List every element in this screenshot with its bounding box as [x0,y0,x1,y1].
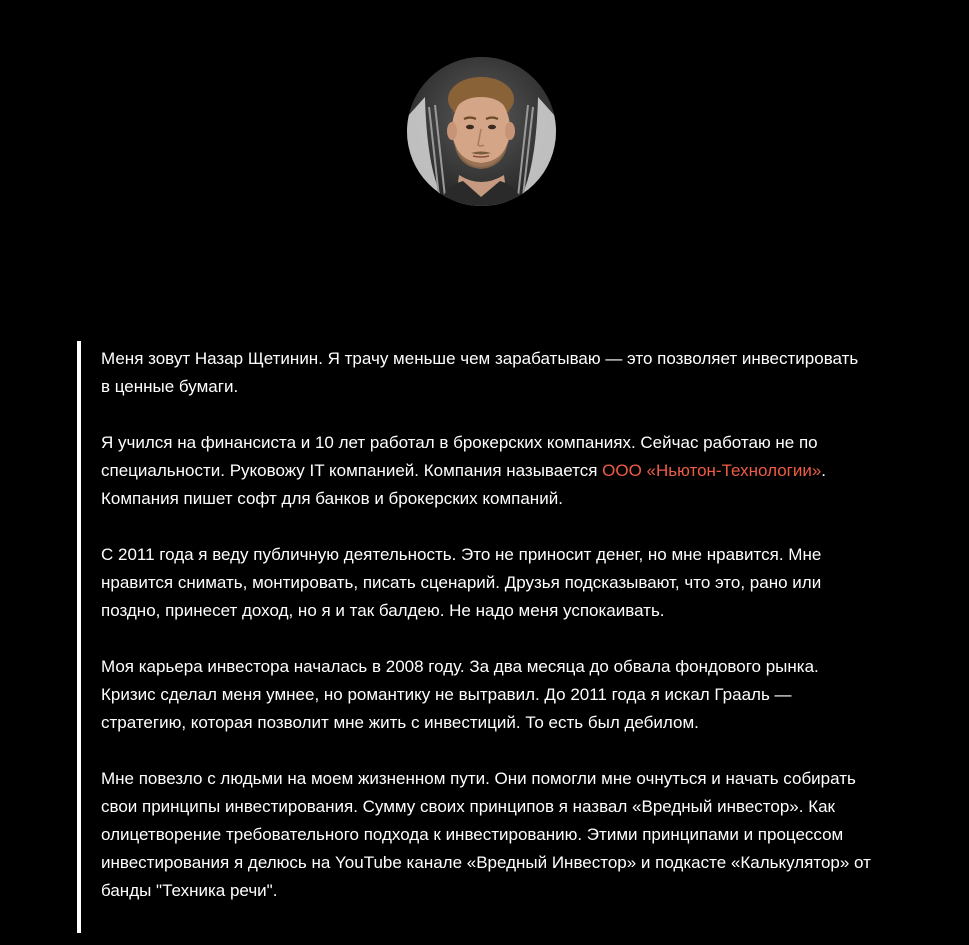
bio-paragraph-principles: Мне повезло с людьми на моем жизненном пути. Они помогли мне очнуться и начать собирать свои принципы инвестирования. Сумму своих принципов я назвал «Вредный инвестор». Как олицетворение требовательного подхода к инвестированию. Этими принципами и процессом инвестирования я делюсь на YouTube канале «Вредный Инвестор» и подкасте «Калькулятор» от банды "Техника речи". [101,769,871,900]
bio-paragraph-career [101,429,872,513]
bio-paragraph-public: С 2011 года я веду публичную деятельность. Это не приносит денег, но мне нравится. Мне нравится снимать, монтировать, писать сценарий. Друзья подсказывают, что это, рано или поздно, принесет доход, но я и так балдею. Не надо меня успокаивать. [101,545,822,620]
bio-paragraph-intro: Меня зовут Назар Щетинин. Я трачу меньше чем зарабатываю — это позволяет инвестировать в ценные бумаги. [101,349,859,396]
company-link[interactable]: ООО «Ньютон-Технологии» [602,461,822,480]
bio-blockquote [77,341,872,933]
bio-paragraph-investor: Моя карьера инвестора началась в 2008 году. За два месяца до обвала фондового рынка. Кризис сделал меня умнее, но романтику не вытравил. До 2011 года я искал Грааль — стратегию, которая позволит мне жить с инвестиций. То есть был дебилом. [101,657,819,732]
bio-paragraph-career-tail: . Компания пишет софт для банков и брокерских компаний. [101,461,827,508]
bio-paragraph-career-text: Я учился на финансиста и 10 лет работал в брокерских компаниях. Сейчас работаю не по специальности. Руковожу IT компанией. Компания называется [101,433,818,480]
portrait-image [407,57,556,206]
author-avatar [407,57,556,206]
